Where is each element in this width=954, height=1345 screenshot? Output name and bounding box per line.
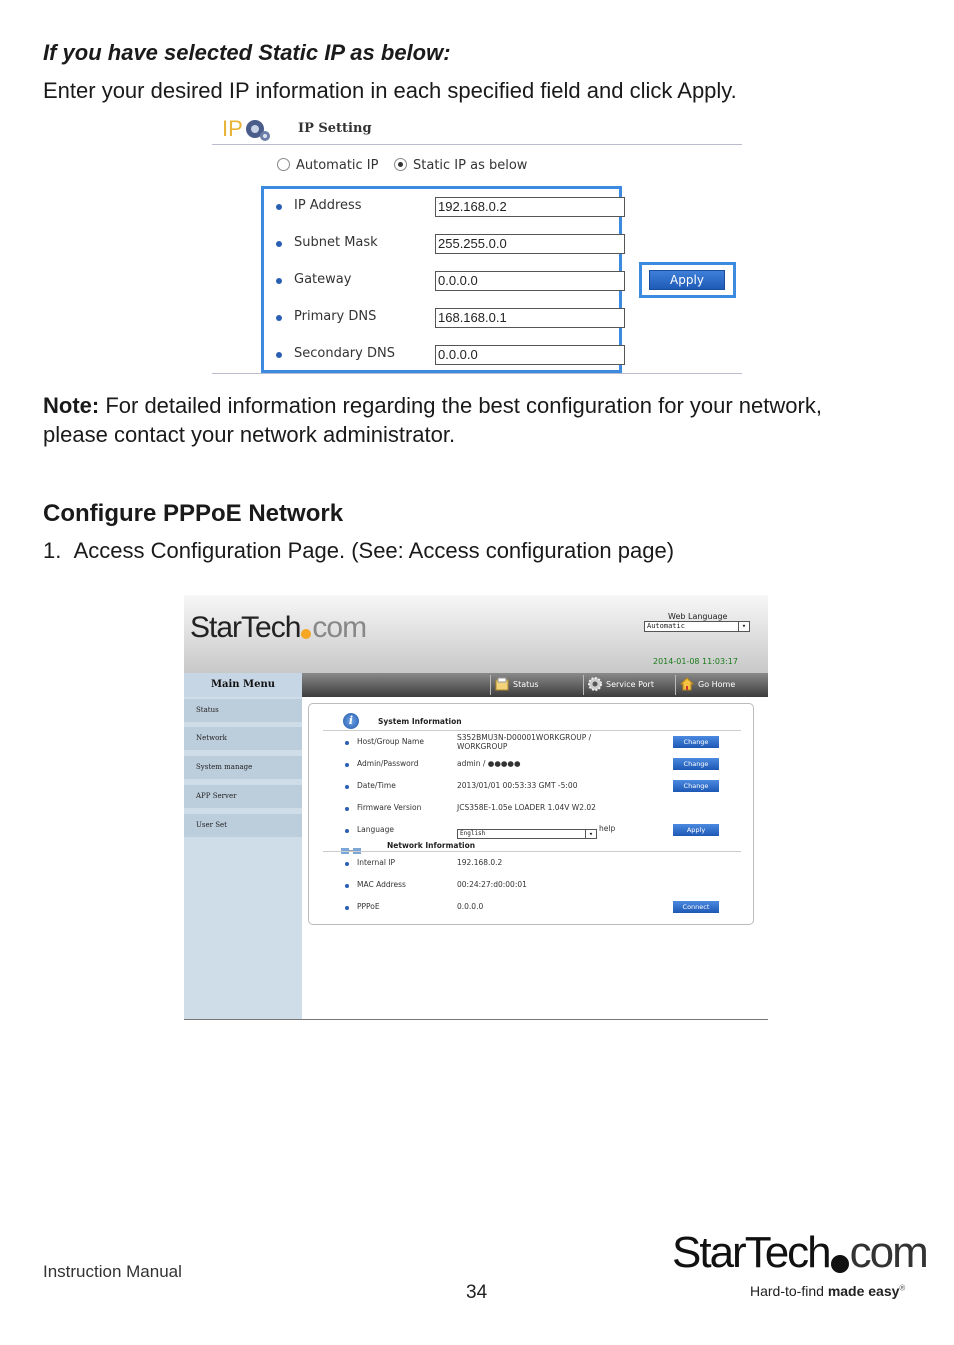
step-1 (43, 538, 674, 564)
divider (212, 373, 742, 374)
apply-highlight (639, 262, 736, 298)
nav-service-port-label: Service Port (606, 680, 654, 689)
logo-dot-icon (301, 629, 311, 639)
admin-password-value: admin / ●●●●● (457, 759, 521, 768)
nav-separator (675, 675, 676, 695)
bullet-icon (345, 807, 349, 811)
divider (212, 144, 742, 145)
gateway-label: Gateway (294, 272, 352, 287)
ip-setting-panel (212, 112, 742, 376)
sidebar-item-system-manage[interactable]: System manage (184, 756, 302, 779)
timestamp: 2014-01-08 11:03:17 (653, 657, 738, 666)
folder-icon (495, 677, 509, 691)
host-group-label: Host/Group Name (357, 737, 424, 746)
change-password-button[interactable]: Change (673, 758, 719, 770)
host-group-value: S352BMU3N-D00001WORKGROUP / WORKGROUP (457, 733, 592, 751)
connect-button[interactable]: Connect (673, 901, 719, 913)
firmware-value: JCS358E-1.05e LOADER 1.04V W2.02 (457, 803, 596, 812)
logo-com: com (312, 611, 367, 644)
footer-manual-label: Instruction Manual (43, 1262, 182, 1281)
sidebar-item-network[interactable]: Network (184, 727, 302, 750)
language-label: Language (357, 825, 395, 834)
firmware-label: Firmware Version (357, 803, 422, 812)
pppoe-label: PPPoE (357, 902, 380, 911)
nav-separator (490, 675, 491, 695)
bullet-icon (345, 829, 349, 833)
admin-password-label: Admin/Password (357, 759, 419, 768)
date-time-value: 2013/01/01 00:53:33 GMT -5:00 (457, 781, 578, 790)
bullet-icon (276, 204, 282, 210)
info-icon: i (343, 713, 359, 729)
bullet-icon (276, 278, 282, 284)
subnet-mask-label: Subnet Mask (294, 235, 378, 250)
divider (323, 851, 741, 852)
bullet-icon (276, 352, 282, 358)
language-select[interactable] (457, 829, 597, 839)
nav-service-port[interactable] (588, 673, 654, 697)
subnet-mask-input[interactable]: 255.255.0.0 (435, 234, 625, 254)
bullet-icon (345, 763, 349, 767)
ip-logo-text: IP (222, 116, 243, 141)
system-info-title: System Information (378, 717, 462, 726)
home-icon (680, 677, 694, 691)
ip-address-label: IP Address (294, 198, 362, 213)
sidebar-item-user-set[interactable]: User Set (184, 814, 302, 837)
gear-icon (588, 677, 602, 691)
ip-address-row (276, 197, 616, 217)
subnet-mask-row (276, 234, 616, 254)
change-host-button[interactable]: Change (673, 736, 719, 748)
main-menu-title: Main Menu (184, 673, 302, 697)
nav-status[interactable] (495, 673, 539, 697)
nav-go-home-label: Go Home (698, 680, 736, 689)
gateway-input[interactable]: 0.0.0.0 (435, 271, 625, 291)
mac-address-label: MAC Address (357, 880, 406, 889)
date-time-label: Date/Time (357, 781, 396, 790)
brand-main: StarTech (672, 1228, 830, 1277)
ip-setting-title: IP Setting (298, 121, 372, 136)
bullet-icon (345, 884, 349, 888)
tagline-light: Hard-to-find (750, 1283, 828, 1299)
brand-com: com (849, 1228, 927, 1277)
static-ip-radio[interactable] (394, 158, 407, 171)
config-page-screenshot (184, 595, 768, 1020)
web-language-select[interactable] (644, 621, 750, 632)
network-info-title: Network Information (387, 841, 476, 850)
web-language-label: Web Language (668, 612, 728, 621)
secondary-dns-label: Secondary DNS (294, 346, 395, 361)
static-ip-label: Static IP as below (413, 158, 528, 173)
primary-dns-label: Primary DNS (294, 309, 377, 324)
nav-status-label: Status (513, 680, 539, 689)
automatic-ip-label: Automatic IP (296, 158, 379, 173)
internal-ip-label: Internal IP (357, 858, 396, 867)
internal-ip-value: 192.168.0.2 (457, 858, 503, 867)
system-info-panel (308, 703, 754, 925)
tagline-bold: made easy (827, 1283, 900, 1299)
secondary-dns-row (276, 345, 616, 365)
primary-dns-row (276, 308, 616, 328)
sidebar-item-app-server[interactable]: APP Server (184, 785, 302, 808)
pppoe-section-title: Configure PPPoE Network (43, 500, 344, 527)
secondary-dns-input[interactable]: 0.0.0.0 (435, 345, 625, 365)
ip-address-input[interactable]: 192.168.0.2 (435, 197, 625, 217)
step-text: Access Configuration Page. (See: Access configuration page) (73, 538, 675, 563)
automatic-ip-radio[interactable] (277, 158, 290, 171)
web-language-value: Automatic (647, 622, 685, 630)
top-nav (302, 673, 768, 697)
note-paragraph (43, 391, 923, 449)
static-ip-instruction: Enter your desired IP information in each specified field and click Apply. (43, 78, 737, 103)
brand-dot-icon (831, 1255, 849, 1273)
apply-button[interactable]: Apply (649, 270, 725, 290)
network-icon (339, 841, 365, 851)
apply-language-button[interactable]: Apply (673, 824, 719, 836)
pppoe-value: 0.0.0.0 (457, 902, 484, 911)
language-help-link[interactable]: help (599, 824, 616, 833)
chevron-down-icon: ▾ (585, 830, 596, 838)
nav-go-home[interactable] (680, 673, 735, 697)
note-prefix: Note: (43, 393, 100, 418)
divider (323, 730, 741, 731)
sidebar-item-status[interactable]: Status (184, 699, 302, 722)
primary-dns-input[interactable]: 168.168.0.1 (435, 308, 625, 328)
footer-brand-logo (672, 1228, 927, 1278)
footer-tagline (750, 1283, 905, 1299)
ip-gear-logo-icon (222, 114, 272, 144)
note-line1: For detailed information regarding the best configuration for your network, (99, 393, 822, 418)
gateway-row (276, 271, 616, 291)
mac-address-value: 00:24:27:d0:00:01 (457, 880, 527, 889)
bullet-icon (276, 241, 282, 247)
sidebar (184, 673, 302, 1020)
bullet-icon (345, 741, 349, 745)
startech-logo (190, 611, 366, 645)
bullet-icon (345, 862, 349, 866)
bullet-icon (276, 315, 282, 321)
logo-main: StarTech (190, 611, 301, 644)
bullet-icon (345, 785, 349, 789)
step-number: 1. (43, 538, 62, 563)
language-value: English (460, 830, 486, 837)
chevron-down-icon: ▾ (738, 622, 749, 631)
bullet-icon (345, 906, 349, 910)
note-line2: please contact your network administrator. (43, 422, 456, 447)
nav-separator (583, 675, 584, 695)
static-ip-heading: If you have selected Static IP as below: (43, 40, 451, 65)
tagline-reg: ® (899, 1283, 906, 1293)
page-number: 34 (466, 1282, 488, 1303)
change-date-button[interactable]: Change (673, 780, 719, 792)
static-ip-fields-group (261, 186, 622, 373)
